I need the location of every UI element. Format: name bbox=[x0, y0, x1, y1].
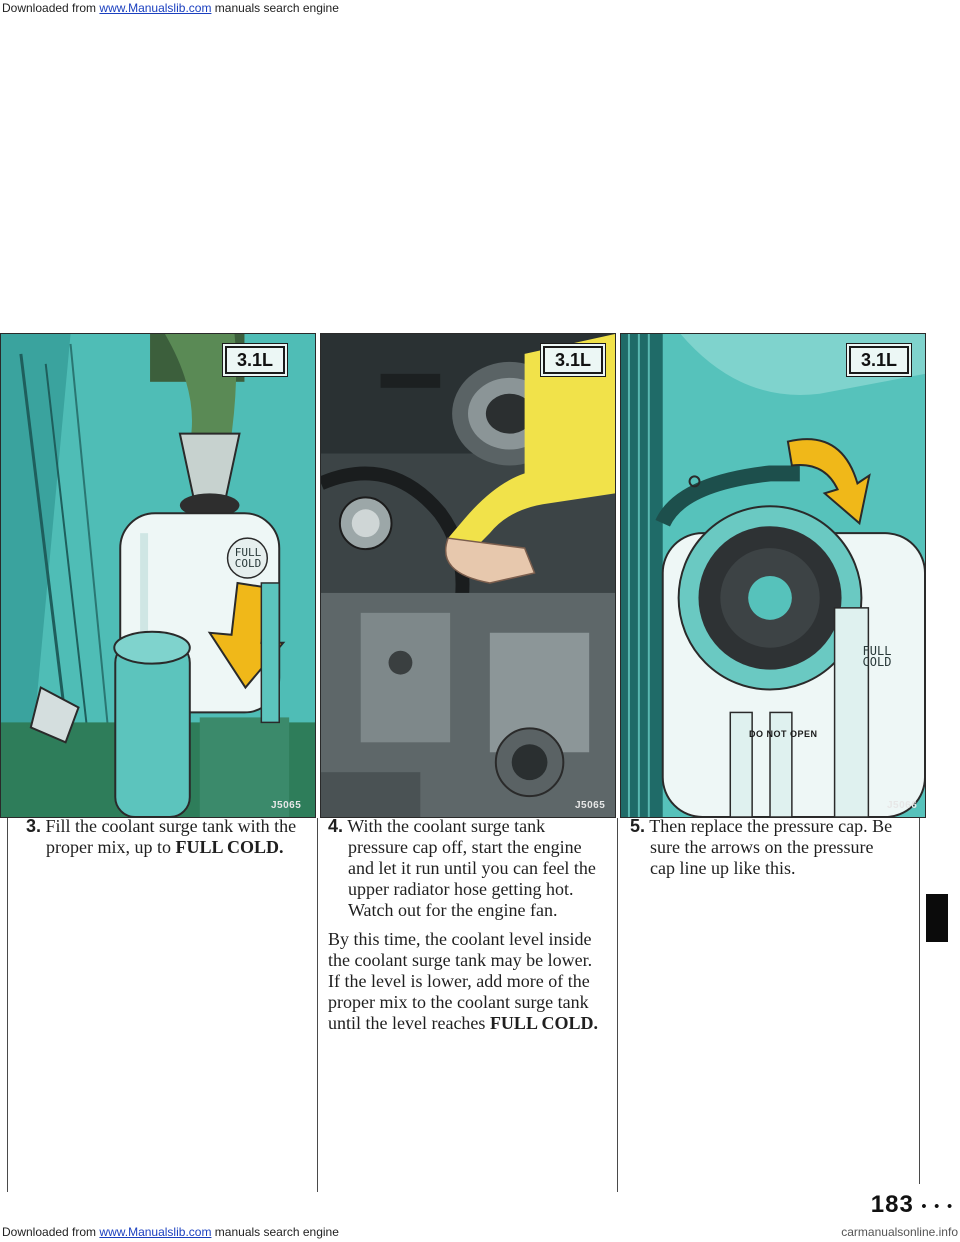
column-divider-left bbox=[7, 818, 8, 1192]
tank-marking: FULL COLD bbox=[862, 644, 892, 669]
engine-badge: 3.1L bbox=[849, 346, 909, 374]
step-4 bbox=[328, 816, 600, 921]
column-step-5 bbox=[630, 816, 902, 879]
figure-code: J5066 bbox=[887, 800, 918, 811]
manualslib-link[interactable]: www.Manualslib.com bbox=[99, 1, 212, 15]
footer-suffix: manuals search engine bbox=[214, 1225, 339, 1239]
engine-badge: 3.1L bbox=[543, 346, 603, 374]
column-step-4 bbox=[328, 816, 600, 1034]
watermark: carmanualsonline.info bbox=[841, 1225, 958, 1239]
manualslib-link[interactable]: www.Manualslib.com bbox=[99, 1225, 212, 1239]
column-step-3 bbox=[26, 816, 298, 858]
figure-code: J5065 bbox=[271, 800, 302, 811]
page-number bbox=[871, 1191, 954, 1219]
step-text: With the coolant surge tank pressure cap off, start the engine and let it run until you can feel the upper radiator hose getting hot. Watch out for the engine fan. bbox=[347, 816, 596, 920]
figure-code: J5065 bbox=[575, 800, 606, 811]
section-tab-marker bbox=[926, 894, 948, 942]
step-emphasis: FULL COLD. bbox=[175, 837, 284, 857]
tank-marking: FULL COLD bbox=[234, 546, 262, 570]
footer-prefix: Downloaded from bbox=[2, 1225, 97, 1239]
page-dots: • • • bbox=[921, 1197, 954, 1214]
paragraph-text: By this time, the coolant level inside the coolant surge tank may be lower. If the level is lower, add more of the proper mix to the coolant surge tank until the level reaches bbox=[328, 929, 593, 1033]
figure-engine-running bbox=[320, 333, 616, 818]
pressure-cap-illustration bbox=[621, 334, 925, 817]
column-divider-2 bbox=[617, 818, 618, 1192]
step-5 bbox=[630, 816, 902, 879]
download-footer bbox=[0, 1224, 960, 1242]
figure-pressure-cap bbox=[620, 333, 926, 818]
header-prefix: Downloaded from bbox=[2, 1, 97, 15]
fill-coolant-illustration bbox=[1, 334, 315, 817]
download-header bbox=[0, 0, 960, 18]
step-text: Fill the coolant surge tank with the proper mix, up to bbox=[45, 816, 297, 857]
step-number: 5. bbox=[630, 816, 646, 836]
step-text: Then replace the pressure cap. Be sure the arrows on the pressure cap line up like this. bbox=[649, 816, 893, 878]
column-divider-right bbox=[919, 818, 920, 1184]
step-3 bbox=[26, 816, 298, 858]
step-number: 4. bbox=[328, 816, 344, 836]
step-4-paragraph bbox=[328, 929, 600, 1034]
paragraph-emphasis: FULL COLD. bbox=[489, 1013, 598, 1033]
engine-badge: 3.1L bbox=[225, 346, 285, 374]
cap-text: DO NOT OPEN bbox=[749, 729, 818, 739]
manual-page bbox=[0, 276, 960, 1218]
engine-running-photo bbox=[321, 334, 615, 817]
header-suffix: manuals search engine bbox=[214, 1, 339, 15]
page-number-value: 183 bbox=[870, 1191, 914, 1218]
step-number: 3. bbox=[26, 816, 42, 836]
column-divider-1 bbox=[317, 818, 318, 1192]
figure-fill-coolant bbox=[0, 333, 316, 818]
